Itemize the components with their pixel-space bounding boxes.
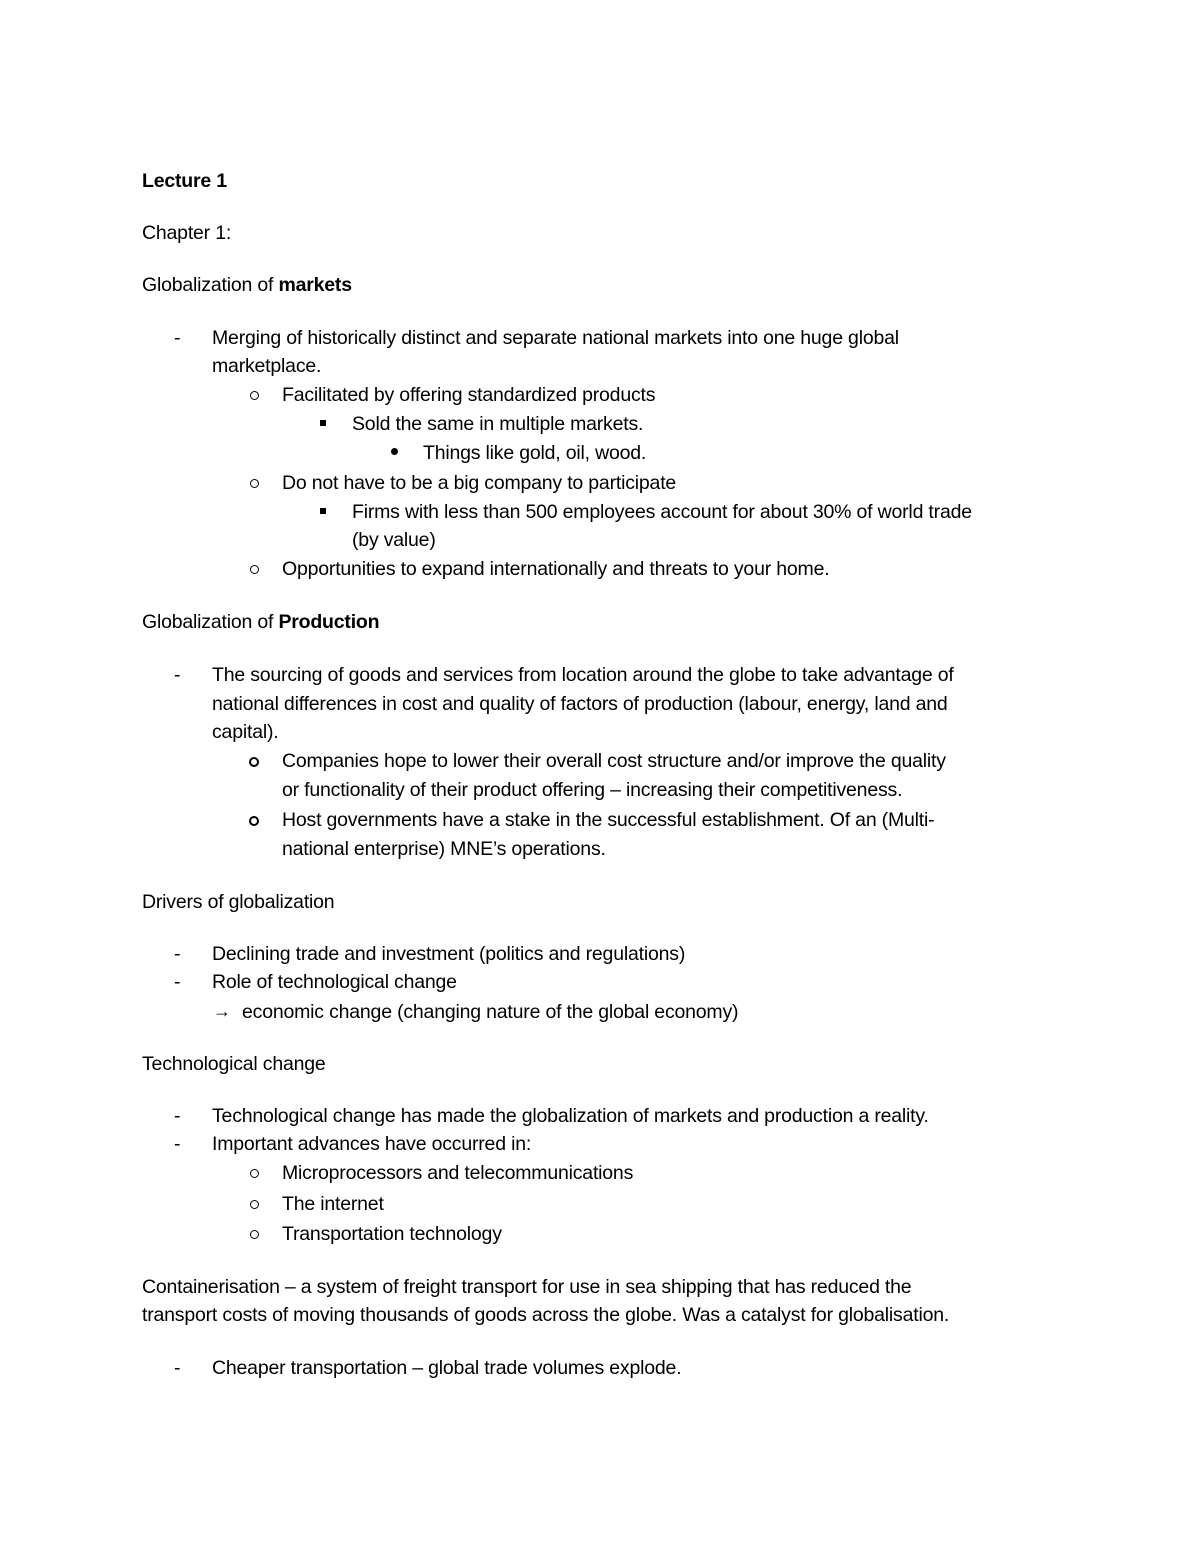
section-heading-production — [142, 610, 379, 634]
sub-sub-list-item-continuation: (by value) — [352, 529, 436, 551]
circle-bullet-icon — [250, 391, 259, 400]
dash-bullet: - — [174, 327, 181, 349]
list-item: Declining trade and investment (politics and regulations) — [212, 943, 686, 965]
circle-bullet-icon — [249, 816, 259, 826]
list-item: Important advances have occurred in: — [212, 1133, 532, 1155]
circle-bullet-icon — [250, 1200, 259, 1209]
list-item: The sourcing of goods and services from location around the globe to take advantage of — [212, 664, 954, 686]
paragraph-line: Containerisation – a system of freight transport for use in sea shipping that has reduced the — [142, 1276, 912, 1298]
sub-sub-list-item: Firms with less than 500 employees account for about 30% of world trade — [352, 501, 972, 523]
sub-list-item: Microprocessors and telecommunications — [282, 1162, 634, 1184]
section-heading-drivers: Drivers of globalization — [142, 891, 335, 913]
sub-list-item: Companies hope to lower their overall cost structure and/or improve the quality — [282, 750, 946, 772]
list-item-continuation: economic change (changing nature of the global economy) — [242, 1001, 739, 1023]
list-item-continuation: capital). — [212, 721, 279, 743]
circle-bullet-icon — [250, 1230, 259, 1239]
list-item-continuation: national differences in cost and quality of factors of production (labour, energy, land and — [212, 693, 948, 715]
dash-bullet: - — [174, 943, 181, 965]
list-item: Cheaper transportation – global trade volumes explode. — [212, 1357, 682, 1379]
right-arrow-icon: → — [213, 1001, 231, 1021]
dash-bullet: - — [174, 664, 181, 686]
heading-bold-word: markets — [278, 274, 352, 296]
sub-list-item-continuation: or functionality of their product offering – increasing their competitiveness. — [282, 779, 903, 801]
list-item: Role of technological change — [212, 971, 457, 993]
dot-bullet-icon — [391, 448, 398, 455]
sub-list-item: Opportunities to expand internationally and threats to your home. — [282, 558, 830, 580]
sub-list-item: Do not have to be a big company to participate — [282, 472, 677, 494]
sub-list-item-continuation: national enterprise) MNE’s operations. — [282, 838, 606, 860]
square-bullet-icon — [320, 508, 326, 514]
list-item: Technological change has made the globalization of markets and production a reality. — [212, 1105, 929, 1127]
lecture-title: Lecture 1 — [142, 170, 227, 192]
sub-list-item: The internet — [282, 1193, 384, 1215]
paragraph-line: transport costs of moving thousands of goods across the globe. Was a catalyst for globalisation. — [142, 1304, 950, 1326]
section-heading-technology: Technological change — [142, 1053, 326, 1075]
sub-sub-list-item: Sold the same in multiple markets. — [352, 413, 644, 435]
dash-bullet: - — [174, 1133, 181, 1155]
sub-list-item: Transportation technology — [282, 1223, 502, 1245]
heading-prefix: Globalization of — [142, 274, 279, 296]
circle-bullet-icon — [249, 757, 259, 767]
chapter-heading: Chapter 1: — [142, 222, 232, 244]
heading-prefix: Globalization of — [142, 611, 279, 633]
heading-bold-word: Production — [278, 611, 380, 633]
square-bullet-icon — [320, 420, 326, 426]
dash-bullet: - — [174, 1105, 181, 1127]
circle-bullet-icon — [250, 565, 259, 574]
circle-bullet-icon — [250, 479, 259, 488]
dash-bullet: - — [174, 971, 181, 993]
dash-bullet: - — [174, 1357, 181, 1379]
sub-sub-sub-list-item: Things like gold, oil, wood. — [423, 442, 647, 464]
sub-list-item: Facilitated by offering standardized products — [282, 384, 656, 406]
sub-list-item: Host governments have a stake in the successful establishment. Of an (Multi- — [282, 809, 935, 831]
circle-bullet-icon — [250, 1169, 259, 1178]
list-item: Merging of historically distinct and separate national markets into one huge global — [212, 327, 899, 349]
section-heading-markets — [142, 273, 352, 297]
list-item-continuation: marketplace. — [212, 355, 322, 377]
